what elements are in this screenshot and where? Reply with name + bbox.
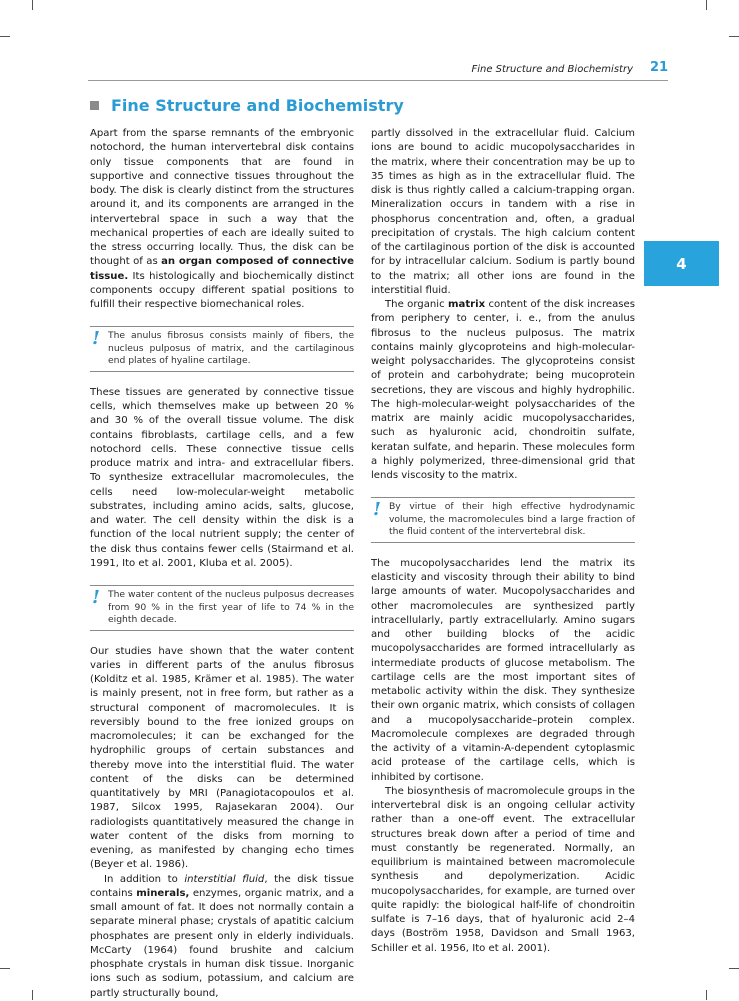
crop-mark bbox=[706, 990, 707, 1000]
crop-mark bbox=[729, 36, 739, 37]
note-box bbox=[90, 585, 354, 631]
paragraph: Our studies have shown that the water content varies in different parts of the anulus fibrosus (Kolditz et al. 1985, Krämer et al. 1985). The water is mainly present, not in free form, but rather as a structural component of macromolecules. It is reversibly bound to the free ionized groups on macromolecules; it can be exchanged for the hydrophilic groups of certain substances and thereby move into the interstitial fluid. The water content of the disks can be determined quantitatively by MRI (Panagiotacopoulos et al. 1987, Silcox 1995, Rajasekaran 2004). Our radiologists quantitatively measured the change in water content of the disks from morning to evening, as manifested by changing echo times (Beyer et al. 1986). bbox=[90, 645, 354, 871]
crop-mark bbox=[0, 968, 10, 969]
left-column bbox=[90, 127, 354, 1001]
crop-mark bbox=[0, 36, 10, 37]
paragraph: These tissues are generated by connective tissue cells, which themselves make up between 20 % and 30 % of the overall tissue volume. The disk contains fibroblasts, cartilage cells, and a few notochord cells. These connective tissue cells produce matrix and intra- and extracellular fibers. To synthesize extracellular macromolecules, the cells need low-molecular-weight metabolic substrates, including amino acids, salts, glucose, and water. The cell density within the disk is a function of the local nutrient supply; the center of the disk thus contains fewer cells (Stairmand et al. 1991, Ito et al. 2001, Kluba et al. 2005). bbox=[90, 386, 354, 569]
chapter-tab: 4 bbox=[644, 241, 719, 286]
note-text: The anulus fibrosus consists mainly of fibers, the nucleus pulposus of matrix, and the cartilaginous end plates of hyaline cartilage. bbox=[108, 330, 354, 367]
paragraph: Apart from the sparse remnants of the embryonic notochord, the human intervertebral disk contains only tissue components that are found in supportive and connective tissues throughout the body. The disk is clearly distinct from the structures around it, and its components are arranged in the intervertebral space in such a way that the mechanical properties of each are ideally suited to the stress occurring locally. Thus, the disk can be thought of as an organ composed of connective tissue. Its histologically and biochemically distinct components occupy different spatial positions to fulfill their respective biomechanical roles. bbox=[90, 128, 354, 310]
paragraph: The mucopolysaccharides lend the matrix its elasticity and viscosity through their ability to bind large amounts of water. Mucopolysaccharides and other macromolecules are synthesized partly intracellularly, partly extracellularly. Amino sugars and other building blocks of the acidic mucopolysaccharides are formed intracellularly as intermediate products of glucose metabolism. The cartilage cells are the most important sites of metabolic activity within the disk. They synthesize their own organic matrix, which consists of collagen and a mucopolysaccharide–protein complex. Macromolecule complexes are degraded through the activity of a vitamin-A-dependent cytoplasmic acid protease of the cartilage cells, which is inhibited by cortisone. bbox=[371, 557, 635, 783]
note-box bbox=[90, 326, 354, 372]
paragraph: partly dissolved in the extracellular fluid. Calcium ions are bound to acidic mucopolysaccharides in the matrix, where their concentration may be up to 35 times as high as in the extracellular fluid. The disk is thus rightly called a calcium-trapping organ. Mineralization occurs in tandem with a rise in phosphorus concentration and, often, a gradual precipitation of crystals. The high calcium content of the cartilaginous portion of the disk is accounted for by intracellular calcium. Sodium is partly bound to the matrix; all other ions are found in the interstitial fluid. bbox=[371, 128, 635, 296]
heading-square-icon bbox=[90, 101, 99, 110]
note-text: By virtue of their high effective hydrodynamic volume, the macromolecules bind a large fraction of the fluid content of the intervertebral disk. bbox=[389, 501, 635, 538]
note-text: The water content of the nucleus pulposus decreases from 90 % in the first year of life to 74 % in the eighth decade. bbox=[108, 589, 355, 625]
paragraph: The biosynthesis of macromolecule groups in the intervertebral disk is an ongoing cellular activity rather than a one-off event. The extracellular structures break down after a period of time and must constantly be regenerated. Normally, an equilibrium is maintained between macromolecule synthesis and depolymerization. Acidic mucopolysaccharides, for example, are turned over quite rapidly: the biological half-life of chondroitin sulfate is 7–16 days, that of hyaluronic acid 2–4 days (Boström 1958, Davidson and Small 1963, Schiller et al. 1956, Ito et al. 2001). bbox=[371, 785, 635, 954]
crop-mark bbox=[729, 968, 739, 969]
note-box bbox=[371, 497, 635, 543]
section-title: Fine Structure and Biochemistry bbox=[111, 96, 404, 115]
header-rule bbox=[88, 80, 668, 81]
section-heading bbox=[90, 96, 404, 115]
right-column bbox=[371, 127, 635, 956]
crop-mark bbox=[32, 0, 33, 10]
running-head: Fine Structure and Biochemistry bbox=[471, 64, 633, 75]
paragraph: In addition to interstitial fluid, the disk tissue contains minerals, enzymes, organic matrix, and a small amount of fat. It does not normally contain a separate mineral phase; crystals of apatitic calcium phosphates are present only in elderly individuals. McCarty (1964) found brushite and calcium phosphate crystals in human disk tissue. Inorganic ions such as sodium, potassium, and calcium are partly structurally bound, bbox=[90, 873, 354, 999]
paragraph: The organic matrix content of the disk increases from periphery to center, i. e., from the anulus fibrosus to the nucleus pulposus. The matrix contains mainly glycoproteins and high-molecular-weight polysaccharides. The glycoproteins consist of protein and carbohydrate; being mucoprotein secretions, they are viscous and highly hydrophilic. The high-molecular-weight polysaccharides of the matrix are mainly acidic mucopolysaccharides, such as hyaluronic acid, chondroitin sulfate, keratan sulfate, and heparin. These molecules form a highly polymerized, three-dimensional grid that lends viscosity to the matrix. bbox=[371, 299, 635, 481]
page-number: 21 bbox=[650, 60, 669, 75]
crop-mark bbox=[32, 990, 33, 1000]
exclamation-icon: ! bbox=[373, 499, 381, 521]
crop-mark bbox=[706, 0, 707, 10]
exclamation-icon: ! bbox=[92, 328, 100, 350]
exclamation-icon: ! bbox=[92, 587, 100, 608]
